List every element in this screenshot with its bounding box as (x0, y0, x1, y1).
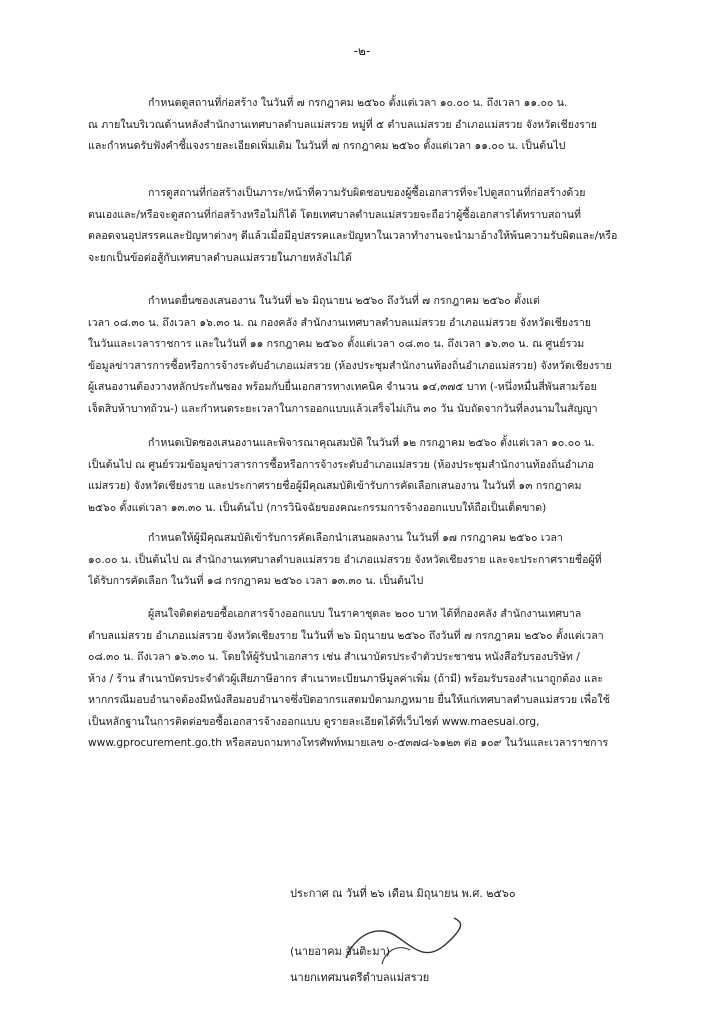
signer-name: (นายอาคม จันติะมา) (290, 945, 391, 958)
announce-date: ประกาศ ณ วันที่ ๒๖ เดือน มิถุนายน พ.ศ. ๒๕๖๐ (290, 887, 516, 900)
text-line: ได้รับการคัดเลือก ในวันที่ ๑๘ กรกฎาคม ๒๕๖๐ เวลา ๑๓.๓๐ น. เป็นต้นไป (88, 575, 424, 587)
text-line: www.gprocurement.go.th หรือสอบถามทางโทรศัพท์หมายเลข ๐-๕๓๗๘-๖๑๒๓ ต่อ ๑๐๙ ในวันและเวลาราชการ (88, 737, 609, 749)
text-line: กำหนดดูสถานที่ก่อสร้าง ในวันที่ ๗ กรกฎาคม ๒๕๖๐ ตั้งแต่เวลา ๑๐.๐๐ น. ถึงเวลา ๑๑.๐๐ น. (148, 97, 568, 109)
page-number: -๒- (353, 44, 371, 58)
paragraph-presentation (88, 528, 693, 593)
text-line: ห้าง / ร้าน สำเนาบัตรประจำตัวผู้เสียภาษีอากร สำเนาทะเบียนภาษีมูลค่าเพิ่ม (ถ้ามี) พร้อมรับรองสำเนาถูกต้อง และ (88, 672, 604, 685)
text-line: เป็นต้นไป ณ ศูนย์รวมข้อมูลข่าวสารการซื้อหรือการจ้างระดับอำเภอแม่สรวย (ห้องประชุมสำนักงานท้องถิ่นอำเภอ (88, 458, 595, 471)
text-line: ในวันและเวลาราชการ และในวันที่ ๑๑ กรกฎาคม ๒๕๖๐ ตั้งแต่เวลา ๐๘.๓๐ น. ถึงเวลา ๑๖.๓๐ น. ณ ศูนย์รวม (88, 338, 585, 350)
text-line: เจ็ดสิบห้าบาทถ้วน-) และกำหนดระยะเวลาในการออกแบบแล้วเสร็จไม่เกิน ๓๐ วัน นับถัดจากวันที่ลงนามในสัญญา (88, 402, 598, 415)
text-line: เวลา ๐๘.๓๐ น. ถึงเวลา ๑๖.๓๐ น. ณ กองคลัง สำนักงานเทศบาลตำบลแม่สรวย อำเภอแม่สรวย จังหวัดเชียงราย (88, 316, 591, 329)
paragraph-bid-submission (88, 291, 693, 420)
text-line: กำหนดยื่นซองเสนองาน ในวันที่ ๒๖ มิถุนายน ๒๕๖๐ ถึงวันที่ ๗ กรกฎาคม ๒๕๖๐ ตั้งแต่ (148, 295, 540, 307)
text-line: เป็นหลักฐานในการติดต่อขอซื้อเอกสารจ้างออกแบบ ดูรายละเอียดได้ที่เว็บไซต์ www.maesuai.org, (88, 715, 540, 728)
paragraph-document-purchase (88, 604, 693, 755)
signer-title: นายกเทศมนตรีตำบลแม่สรวย (290, 971, 430, 984)
text-line: กำหนดเปิดซองเสนองานและพิจารณาคุณสมบัติ ในวันที่ ๑๒ กรกฎาคม ๒๕๖๐ ตั้งแต่เวลา ๑๐.๐๐ น. (148, 437, 595, 449)
text-line: ณ ภายในบริเวณด้านหลังสำนักงานเทศบาลตำบลแม่สรวย หมู่ที่ ๕ ตำบลแม่สรวย อำเภอแม่สรวย จังหวัดเชียงราย (88, 118, 597, 131)
text-line: จะยกเป็นข้อต่อสู้กับเทศบาลตำบลแม่สรวยในภายหลังไม่ได้ (88, 251, 352, 264)
paragraph-site-responsibility (88, 183, 693, 269)
text-line: และกำหนดรับฟังคำชี้แจงรายละเอียดเพิ่มเติม ในวันที่ ๗ กรกฎาคม ๒๕๖๐ ตั้งแต่เวลา ๑๑.๐๐ น. เป็นต้นไป (88, 140, 566, 152)
paragraph-bid-opening (88, 433, 693, 519)
text-line: กำหนดให้ผู้มีคุณสมบัติเข้ารับการคัดเลือกนำเสนอผลงาน ในวันที่ ๑๗ กรกฎาคม ๒๕๖๐ เวลา (148, 532, 563, 544)
text-line: ผู้เสนองานต้องวางหลักประกันซอง พร้อมกับยื่นเอกสารทางเทคนิค จำนวน ๑๔,๓๗๕ บาท (-หนึ่งหมื่นสี่พันสามร้อย (88, 381, 597, 393)
paragraph-site-visit (88, 93, 693, 158)
text-line: หากกรณีมอบอำนาจต้องมีหนังสือมอบอำนาจซึ่งปิดอากรแสตมป์ตามกฎหมาย ยื่นให้แก่เทศบาลตำบลแม่สรวย เพื่อใช้ (88, 694, 610, 706)
text-line: ๒๕๖๐ ตั้งแต่เวลา ๑๓.๓๐ น. เป็นต้นไป (การวินิจฉัยของคณะกรรมการจ้างออกแบบให้ถือเป็นเด็ดขาด) (88, 501, 547, 514)
text-line: ๐๘.๓๐ น. ถึงเวลา ๑๖.๓๐ น. โดยให้ผู้รับนำเอกสาร เช่น สำเนาบัตรประจำตัวประชาชน หนังสือรับรองบริษัท / (88, 651, 580, 663)
text-line: ข้อมูลข่าวสารการซื้อหรือการจ้างระดับอำเภอแม่สรวย (ห้องประชุมสำนักงานท้องถิ่นอำเภอแม่สรวย) จังหวัดเชียงราย (88, 359, 612, 372)
text-line: ตนเองและ/หรือจะดูสถานที่ก่อสร้างหรือไม่ก็ได้ โดยเทศบาลตำบลแม่สรวยจะถือว่าผู้ซื้อเอกสารได้ทราบสถานที่ (88, 208, 581, 221)
text-line: ตลอดจนอุปสรรคและปัญหาต่างๆ ดีแล้วเมื่อมีอุปสรรคและปัญหาในเวลาทำงานจะนำมาอ้างให้พ้นความรับผิดและ/หรือ (88, 230, 618, 242)
text-line: การดูสถานที่ก่อสร้างเป็นภาระ/หน้าที่ความรับผิดชอบของผู้ซื้อเอกสารที่จะไปดูสถานที่ก่อสร้างด้วย (148, 187, 586, 199)
text-line: ตำบลแม่สรวย อำเภอแม่สรวย จังหวัดเชียงราย ในวันที่ ๒๖ มิถุนายน ๒๕๖๐ ถึงวันที่ ๗ กรกฎาคม ๒๕๖๐ ตั้งแต่เวลา (88, 629, 604, 642)
text-line: แม่สรวย) จังหวัดเชียงราย และประกาศรายชื่อผู้มีคุณสมบัติเข้ารับการคัดเลือกเสนองาน ในวันที่ ๑๓ กรกฎาคม (88, 480, 582, 492)
text-line: ๑๐.๐๐ น. เป็นต้นไป ณ สำนักงานเทศบาลตำบลแม่สรวย อำเภอแม่สรวย จังหวัดเชียงราย และจะประกาศรายชื่อผู้ที่ (88, 553, 602, 566)
text-line: ผู้สนใจติดต่อขอซื้อเอกสารจ้างออกแบบ ในราคาชุดละ ๒๐๐ บาท ได้ที่กองคลัง สำนักงานเทศบาล (148, 608, 582, 620)
